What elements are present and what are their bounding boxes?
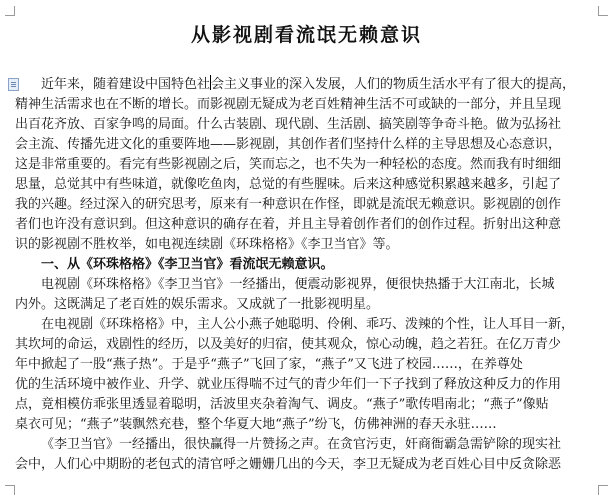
text-line-5[interactable]: 这是非常重要的。看完有些影视剧之后，笑而忘之，也不失为一种轻松的态度。然而我有时细细	[15, 157, 562, 172]
text-line-14[interactable]: 其坎坷的命运，戏剧性的经历，以及美好的归宿，使其观众，惊心动魄，趋之若狂。在亿万青少	[15, 337, 562, 352]
document-body[interactable]	[15, 75, 603, 475]
text-line-3[interactable]: 出百花齐放、百家争鸣的局面。什么古装剧、现代剧、生活剧、搞笑剧等争奇斗艳。做为弘扬社	[15, 117, 562, 132]
document-anchor-icon[interactable]	[8, 78, 19, 91]
text-line-6[interactable]: 思量，总觉其中有些味道，就像吃鱼肉，总觉的有些腥味。后来这种感觉积累越来越多，引起了	[15, 177, 562, 192]
text-line-9[interactable]: 识的影视剧不胜枚举，如电视连续剧《环珠格格》《李卫当官》等。	[15, 237, 399, 252]
text-line-15[interactable]: 年中掀起了一股“燕子热”。于是乎“燕子”飞回了家，“燕子”又飞进了校园……，在养尊处	[15, 357, 523, 372]
text-line-2[interactable]: 精神生活需求也在不断的增长。而影视剧无疑成为老百姓精神生活不可或缺的一部分，并且呈现	[15, 97, 562, 112]
text-line-17[interactable]: 点，竟相模仿乖张里透显着聪明，活波里夹杂着淘气、调皮。“燕子”歌传唱南北；“燕子”像贴	[15, 397, 549, 412]
bottom-right-margin-mark	[598, 485, 608, 495]
document-title[interactable]: 从影视剧看流氓无赖意识	[190, 24, 422, 46]
text-line-13[interactable]: 在电视剧《环珠格格》中，主人公小燕子她聪明、伶俐、乖巧、泼辣的个性，让人耳目一新，	[41, 317, 575, 332]
text-line-20[interactable]: 会中，人们心中期盼的老包式的清官呼之姗姗几出的今天，李卫无疑成为老百姓心目中反贪除恶	[15, 457, 562, 472]
text-line-16[interactable]: 优的生活环境中被作业、升学、就业压得喘不过气的青少年们一下子找到了释放这种反力的作用	[15, 377, 562, 392]
text-line-4[interactable]: 会主流、传播先进文化的重要阵地——影视剧，其创作者们坚持什么样的主导思想及心态意识，	[15, 137, 562, 152]
text-line-8[interactable]: 者们也许没有意识到。但这种意识的确存在着，并且主导着创作者们的创作过程。折射出这种意	[15, 217, 562, 232]
text-line-19[interactable]: 《李卫当官》一经播出，很快赢得一片赞扬之声。在贪官污吏，奸商衙霸急需铲除的现实社	[41, 437, 562, 452]
text-line-11[interactable]: 电视剧《环珠格格》《李卫当官》一经播出，便震动影视界，便很快热播于大江南北，长城	[41, 277, 555, 292]
text-before-cursor: 近年来，随着建设中国特色社	[41, 77, 211, 92]
top-right-margin-mark	[598, 6, 608, 16]
top-left-margin-mark	[5, 6, 15, 16]
bottom-left-margin-mark	[5, 485, 15, 495]
text-after-cursor: 会主义事业的深入发展，人们的物质生活水平有了很大的提高，	[211, 77, 576, 92]
text-line-1[interactable]	[15, 75, 603, 95]
text-line-18[interactable]: 桌衣可见；“燕子”装飘然充巷，整个华夏大地“燕子”纷飞，仿佛神洲的春天永驻……	[15, 417, 497, 432]
section-heading[interactable]: 一、从《环珠格格》《李卫当官》看流氓无赖意识。	[41, 257, 334, 272]
text-line-7[interactable]: 我的兴趣。经过深入的研究思考，原来有一种意识在作怪，即就是流氓无赖意识。影视剧的创作	[15, 197, 562, 212]
text-line-12[interactable]: 内外。这既满足了老百姓的娱乐需求。又成就了一批影视明星。	[15, 297, 380, 312]
